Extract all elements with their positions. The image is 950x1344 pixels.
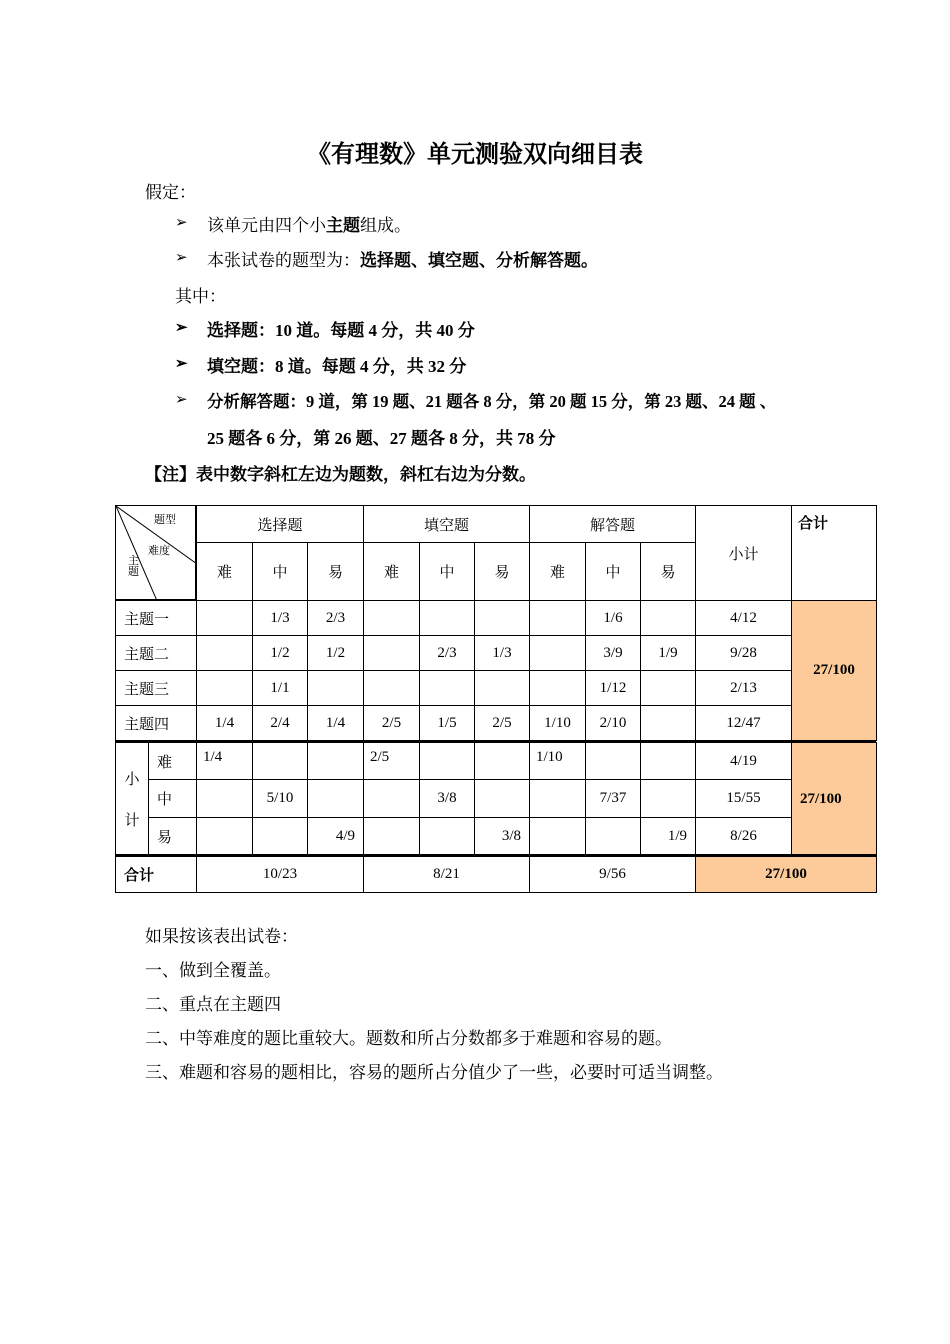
level-header: 中 bbox=[419, 542, 475, 601]
level-header: 难 bbox=[196, 542, 253, 601]
bullet-arrow-icon: ➢ bbox=[175, 320, 188, 336]
table-cell bbox=[419, 600, 475, 636]
topic-label: 主题三 bbox=[115, 670, 197, 706]
conclusion-4: 三、难题和容易的题相比，容易的题所占分值少了一些，必要时可适当调整。 bbox=[145, 1063, 723, 1082]
difficulty-label: 中 bbox=[148, 779, 197, 818]
table-cell: 7/37 bbox=[585, 779, 641, 818]
table-cell: 2/10 bbox=[585, 705, 641, 741]
group-header: 填空题 bbox=[363, 505, 530, 543]
table-cell bbox=[419, 670, 475, 706]
table-cell: 2/3 bbox=[307, 600, 364, 636]
table-cell: 1/4 bbox=[307, 705, 364, 741]
level-header: 易 bbox=[640, 542, 696, 601]
table-cell: 2/5 bbox=[363, 742, 420, 780]
table-cell: 3/9 bbox=[585, 635, 641, 671]
topic-subtotal: 2/13 bbox=[695, 670, 792, 706]
bullet-arrow-icon: ➢ bbox=[175, 215, 188, 231]
table-cell bbox=[474, 670, 530, 706]
spec-table bbox=[115, 505, 876, 892]
topic-subtotal: 9/28 bbox=[695, 635, 792, 671]
table-cell bbox=[363, 779, 420, 818]
table-cell bbox=[196, 600, 253, 636]
difficulty-label: 易 bbox=[148, 817, 197, 856]
table-cell bbox=[363, 600, 420, 636]
table-cell: 2/3 bbox=[419, 635, 475, 671]
table-cell bbox=[529, 635, 586, 671]
among-label: 其中： bbox=[175, 287, 226, 306]
table-cell bbox=[307, 742, 364, 780]
grand-total: 27/100 bbox=[695, 855, 877, 893]
table-cell bbox=[363, 670, 420, 706]
level-header: 中 bbox=[585, 542, 641, 601]
table-cell bbox=[363, 635, 420, 671]
conclusion-intro: 如果按该表出试卷： bbox=[145, 927, 298, 946]
table-cell: 2/5 bbox=[363, 705, 420, 741]
bullet-arrow-icon: ➢ bbox=[175, 250, 188, 266]
level-header: 中 bbox=[252, 542, 308, 601]
table-cell: 1/12 bbox=[585, 670, 641, 706]
table-cell bbox=[307, 779, 364, 818]
table-cell bbox=[529, 779, 586, 818]
corner-type-label: 题型 bbox=[154, 514, 176, 526]
table-cell bbox=[585, 742, 641, 780]
conclusion-3: 二、中等难度的题比重较大。题数和所占分数都多于难题和容易的题。 bbox=[145, 1029, 672, 1048]
assume-label: 假定： bbox=[145, 183, 196, 202]
table-cell: 1/1 bbox=[252, 670, 308, 706]
corner-difficulty-label: 难度 bbox=[148, 545, 170, 557]
difficulty-subtotal: 4/19 bbox=[695, 742, 792, 780]
subtotal-label-char: 计 bbox=[124, 813, 140, 829]
difficulty-total: 27/100 bbox=[791, 742, 877, 856]
table-cell: 1/5 bbox=[419, 705, 475, 741]
topic-label: 主题四 bbox=[115, 705, 197, 741]
table-cell: 1/2 bbox=[252, 635, 308, 671]
table-cell bbox=[196, 817, 253, 856]
subtotal-header: 小计 bbox=[695, 505, 792, 601]
table-cell: 1/9 bbox=[640, 817, 696, 856]
table-cell bbox=[640, 779, 696, 818]
table-cell: 3/8 bbox=[474, 817, 530, 856]
table-cell bbox=[640, 600, 696, 636]
divider bbox=[115, 740, 876, 743]
group-header: 解答题 bbox=[529, 505, 696, 543]
table-cell: 3/8 bbox=[419, 779, 475, 818]
table-cell: 1/2 bbox=[307, 635, 364, 671]
bullet-arrow-icon: ➢ bbox=[175, 356, 188, 372]
table-cell bbox=[640, 742, 696, 780]
topic-subtotal: 12/47 bbox=[695, 705, 792, 741]
conclusion-2: 二、重点在主题四 bbox=[145, 995, 281, 1014]
level-header: 易 bbox=[474, 542, 530, 601]
table-cell bbox=[363, 817, 420, 856]
group-total: 8/21 bbox=[363, 855, 530, 893]
table-cell bbox=[640, 670, 696, 706]
table-cell bbox=[419, 742, 475, 780]
level-header: 难 bbox=[529, 542, 586, 601]
table-cell bbox=[196, 670, 253, 706]
table-cell: 1/3 bbox=[252, 600, 308, 636]
total-header: 合计 bbox=[791, 505, 877, 601]
divider bbox=[115, 854, 876, 857]
bullet-question-types: 本张试卷的题型为：选择题、填空题、分析解答题。 bbox=[207, 251, 598, 270]
group-header: 选择题 bbox=[196, 505, 364, 543]
subtotal-label-char: 小 bbox=[124, 772, 140, 788]
table-cell: 1/4 bbox=[196, 742, 253, 780]
table-cell bbox=[474, 779, 530, 818]
difficulty-label: 难 bbox=[148, 742, 197, 780]
table-cell: 1/3 bbox=[474, 635, 530, 671]
topic-subtotal: 4/12 bbox=[695, 600, 792, 636]
table-cell: 2/4 bbox=[252, 705, 308, 741]
subtotal-label bbox=[115, 742, 149, 856]
difficulty-subtotal: 15/55 bbox=[695, 779, 792, 818]
topic-total: 27/100 bbox=[791, 600, 877, 741]
table-cell: 1/6 bbox=[585, 600, 641, 636]
table-cell bbox=[196, 635, 253, 671]
corner-topic-label: 主题 bbox=[128, 555, 139, 578]
table-cell bbox=[252, 817, 308, 856]
table-cell bbox=[252, 742, 308, 780]
conclusion-1: 一、做到全覆盖。 bbox=[145, 961, 281, 980]
table-cell bbox=[419, 817, 475, 856]
table-cell bbox=[529, 600, 586, 636]
page-title: 《有理数》单元测验双向细目表 bbox=[307, 141, 643, 168]
topic-label: 主题一 bbox=[115, 600, 197, 636]
bullet-fill: 填空题：8 道。每题 4 分，共 32 分 bbox=[207, 357, 467, 376]
total-row-label: 合计 bbox=[115, 855, 197, 893]
difficulty-subtotal: 8/26 bbox=[695, 817, 792, 856]
bullet-topics: 该单元由四个小主题组成。 bbox=[207, 216, 411, 235]
table-cell: 1/10 bbox=[529, 705, 586, 741]
table-cell: 2/5 bbox=[474, 705, 530, 741]
level-header: 易 bbox=[307, 542, 364, 601]
table-cell bbox=[529, 817, 586, 856]
table-cell: 4/9 bbox=[307, 817, 364, 856]
group-total: 9/56 bbox=[529, 855, 696, 893]
bullet-choice: 选择题：10 道。每题 4 分，共 40 分 bbox=[207, 321, 475, 340]
table-cell: 1/4 bbox=[196, 705, 253, 741]
table-cell bbox=[585, 817, 641, 856]
table-cell: 5/10 bbox=[252, 779, 308, 818]
table-cell bbox=[307, 670, 364, 706]
topic-label: 主题二 bbox=[115, 635, 197, 671]
table-cell bbox=[640, 705, 696, 741]
bullet-arrow-icon: ➢ bbox=[175, 392, 188, 408]
table-cell bbox=[474, 742, 530, 780]
table-cell: 1/10 bbox=[529, 742, 586, 780]
table-cell bbox=[474, 600, 530, 636]
bullet-analysis-line1: 分析解答题：9 道，第 19 题、21 题各 8 分，第 20 题 15 分，第 23 题、24 题 、 bbox=[207, 392, 777, 411]
table-cell bbox=[529, 670, 586, 706]
table-cell: 1/9 bbox=[640, 635, 696, 671]
note: 【注】表中数字斜杠左边为题数，斜杠右边为分数。 bbox=[145, 465, 536, 484]
group-total: 10/23 bbox=[196, 855, 364, 893]
corner-cell bbox=[115, 505, 196, 600]
level-header: 难 bbox=[363, 542, 420, 601]
bullet-analysis-line2: 25 题各 6 分，第 26 题、27 题各 8 分，共 78 分 bbox=[207, 429, 556, 448]
table-cell bbox=[196, 779, 253, 818]
